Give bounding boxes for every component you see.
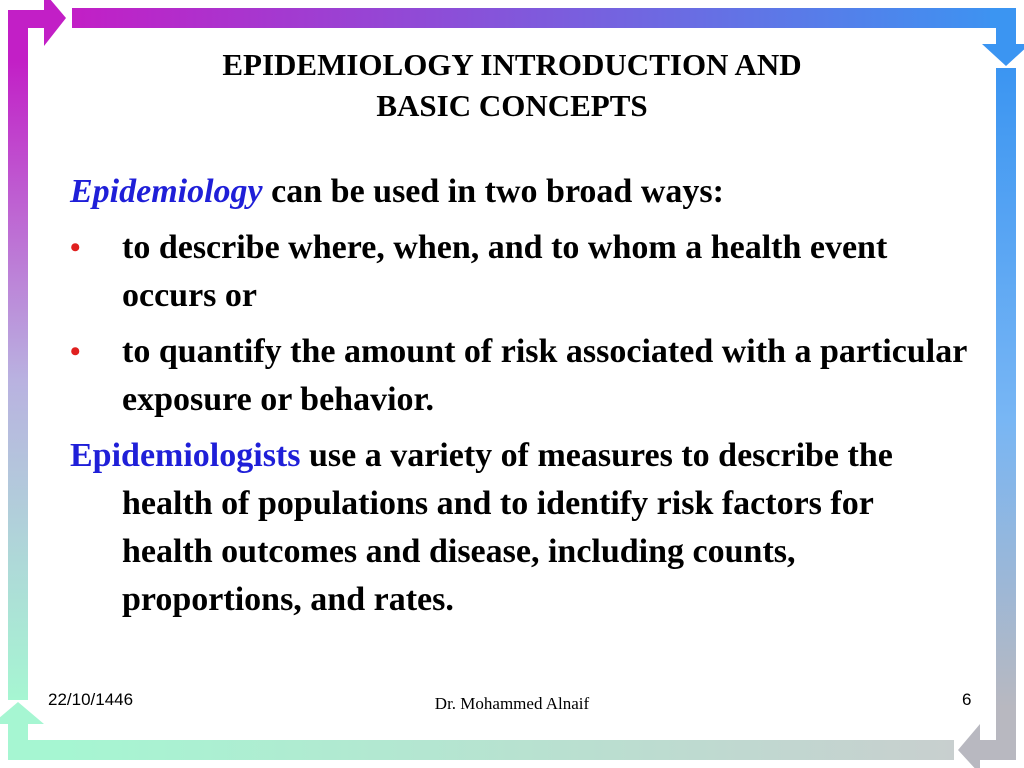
bullet-text: to quantify the amount of risk associated with a particular exposure or behavior. bbox=[122, 333, 967, 418]
frame-right-bar bbox=[996, 68, 1016, 708]
bullet-item bbox=[70, 328, 970, 424]
bullet-dot-icon: • bbox=[70, 335, 81, 368]
footer-author: Dr. Mohammed Alnaif bbox=[434, 694, 590, 713]
frame-top-bar bbox=[72, 8, 1012, 28]
slide-title bbox=[120, 44, 904, 126]
frame-bottom-bar bbox=[60, 740, 954, 760]
paragraph-2-text: use a variety of measures to describe the health of populations and to identify risk factors for health outcomes and disease, including counts, proportions, and rates. bbox=[122, 437, 893, 618]
frame-left-bar bbox=[8, 60, 28, 700]
bullet-item bbox=[70, 224, 970, 320]
paragraph-1-text: can be used in two broad ways: bbox=[262, 173, 724, 210]
term-epidemiology: Epidemiology bbox=[70, 173, 263, 210]
title-line-1: EPIDEMIOLOGY INTRODUCTION AND bbox=[222, 47, 802, 82]
slide-body bbox=[70, 168, 970, 624]
bullet-dot-icon: • bbox=[70, 231, 81, 264]
arrow-left-icon bbox=[958, 708, 1016, 768]
paragraph-epidemiologists bbox=[70, 432, 970, 624]
arrow-right-icon bbox=[8, 0, 66, 60]
footer-date: 22/10/1446 bbox=[48, 690, 134, 709]
page-number: 6 bbox=[962, 690, 972, 709]
term-epidemiologists: Epidemiologists bbox=[70, 437, 301, 474]
bullet-text: to describe where, when, and to whom a health event occurs or bbox=[122, 229, 888, 314]
paragraph-epidemiology bbox=[70, 168, 970, 216]
title-line-2: BASIC CONCEPTS bbox=[376, 88, 648, 123]
